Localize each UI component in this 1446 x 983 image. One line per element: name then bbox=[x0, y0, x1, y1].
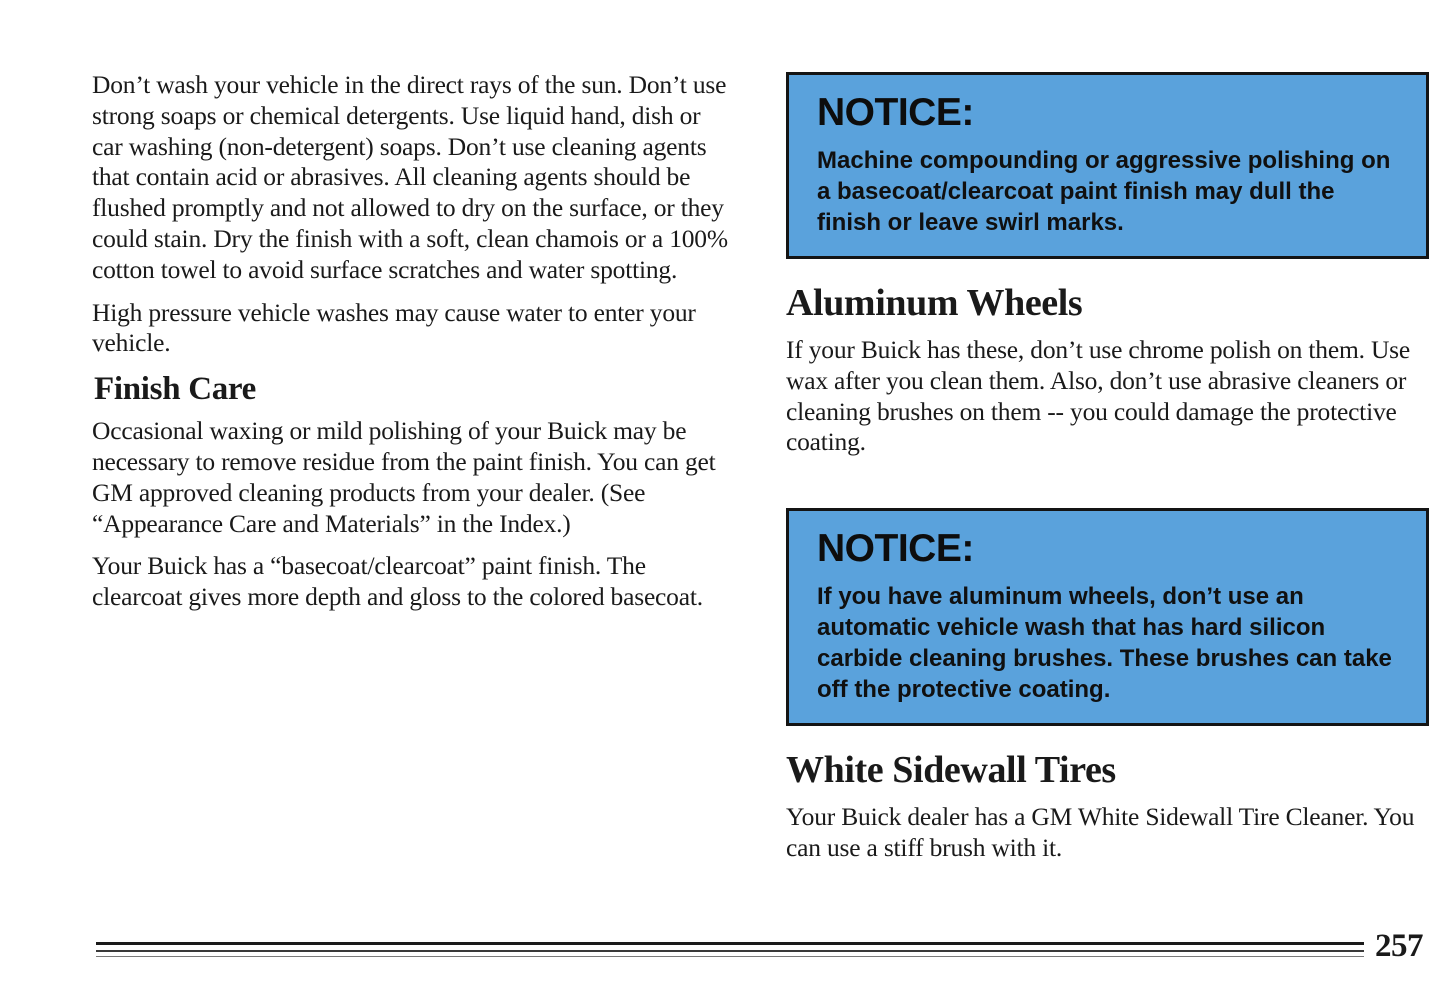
spacer bbox=[786, 470, 1431, 508]
footer-rule bbox=[96, 950, 1364, 952]
white-sidewall-tires-heading: White Sidewall Tires bbox=[786, 749, 1116, 792]
notice-box-wheels bbox=[786, 508, 1429, 726]
pressure-wash-paragraph: High pressure vehicle washes may cause water to enter your vehicle. bbox=[92, 297, 696, 358]
notice-title: NOTICE: bbox=[817, 527, 974, 571]
finish-care-heading: Finish Care bbox=[94, 371, 257, 408]
footer-rule bbox=[96, 942, 1364, 945]
finish-care-paragraph-2: Your Buick has a “basecoat/clearcoat” paint finish. The clearcoat gives more depth and gloss to the colored basecoat. bbox=[92, 551, 703, 612]
notice-box-paint bbox=[786, 72, 1429, 259]
notice-text: Machine compounding or aggressive polishing on a basecoat/clearcoat paint finish may dull the finish or leave swirl marks. bbox=[817, 147, 1391, 236]
notice-title: NOTICE: bbox=[817, 91, 974, 134]
page-number: 257 bbox=[1375, 928, 1423, 964]
right-column bbox=[786, 72, 1431, 876]
washing-instructions-paragraph: Don’t wash your vehicle in the direct rays of the sun. Don’t use strong soaps or chemical detergents. Use liquid hand, dish or car washing (non-detergent) soaps. Don’t use cleaning agents that contain acid or abrasives. All cleaning agents should be flushed promptly and not allowed to dry on the surface, or they could stain. Dry the finish with a soft, clean chamois or a 100% cotton towel to avoid surface scratches and water spotting. bbox=[92, 70, 728, 284]
footer-rules bbox=[96, 936, 1364, 966]
aluminum-wheels-paragraph: If your Buick has these, don’t use chrome polish on them. Use wax after you clean them. Also, don’t use abrasive cleaners or cleaning brushes on them -- you could damage the protective coating. bbox=[786, 335, 1411, 457]
notice-text: If you have aluminum wheels, don’t use an automatic vehicle wash that has hard silicon carbide cleaning brushes. These brushes can take off the protective coating. bbox=[817, 583, 1392, 704]
finish-care-paragraph-1: Occasional waxing or mild polishing of your Buick may be necessary to remove residue from the paint finish. You can get GM approved cleaning products from your dealer. (See “Appearance Care and Materials” in the Index.) bbox=[92, 416, 716, 538]
aluminum-wheels-heading: Aluminum Wheels bbox=[786, 282, 1083, 324]
left-column bbox=[92, 70, 737, 625]
footer-rule bbox=[96, 956, 1364, 957]
white-sidewall-tires-paragraph: Your Buick dealer has a GM White Sidewall Tire Cleaner. You can use a stiff brush with it. bbox=[786, 802, 1415, 862]
